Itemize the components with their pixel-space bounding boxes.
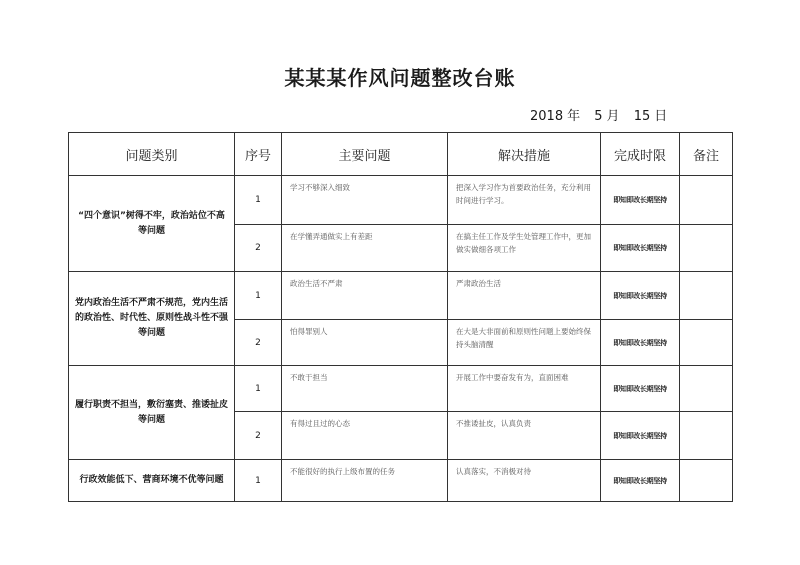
note-cell	[680, 366, 733, 412]
measure-cell: 在大是大非面前和原则性问题上要始终保持头脑清醒	[448, 320, 601, 366]
seq-cell: 2	[235, 225, 282, 272]
header-issue: 主要问题	[282, 133, 448, 176]
note-cell	[680, 272, 733, 320]
issue-cell: 不能很好的执行上级布置的任务	[282, 460, 448, 502]
seq-cell: 1	[235, 176, 282, 225]
deadline-cell: 即知即改长期坚持	[601, 412, 680, 460]
deadline-cell: 即知即改长期坚持	[601, 460, 680, 502]
header-seq: 序号	[235, 133, 282, 176]
date-year: 2018	[530, 109, 564, 124]
issue-cell: 在学懂弄通做实上有差距	[282, 225, 448, 272]
deadline-cell: 即知即改长期坚持	[601, 366, 680, 412]
table-row	[69, 366, 733, 412]
date-day: 15	[633, 109, 651, 124]
table-row	[69, 272, 733, 320]
note-cell	[680, 320, 733, 366]
issue-cell: 学习不够深入细致	[282, 176, 448, 225]
category-cell: “四个意识”树得不牢，政治站位不高等问题	[69, 176, 235, 272]
header-measure: 解决措施	[448, 133, 601, 176]
measure-cell: 在搞主任工作及学生处管理工作中，更加做实做细各项工作	[448, 225, 601, 272]
issue-cell: 有得过且过的心态	[282, 412, 448, 460]
table-row	[69, 176, 733, 225]
deadline-cell: 即知即改长期坚持	[601, 176, 680, 225]
deadline-cell: 即知即改长期坚持	[601, 272, 680, 320]
note-cell	[680, 225, 733, 272]
measure-cell: 严肃政治生活	[448, 272, 601, 320]
document-title: 某某某作风问题整改台账	[284, 66, 516, 90]
table-header-row	[69, 133, 733, 176]
date-day-unit: 日	[654, 109, 668, 124]
seq-cell: 2	[235, 320, 282, 366]
rectification-ledger-table	[68, 132, 733, 502]
category-cell: 履行职责不担当，敷衍塞责、推诿扯皮等问题	[69, 366, 235, 460]
document-date	[530, 105, 671, 124]
measure-cell: 认真落实，不消极对待	[448, 460, 601, 502]
seq-cell: 1	[235, 460, 282, 502]
issue-cell: 不敢于担当	[282, 366, 448, 412]
table-row	[69, 460, 733, 502]
category-cell: 行政效能低下、营商环境不优等问题	[69, 460, 235, 502]
issue-cell: 政治生活不严肃	[282, 272, 448, 320]
seq-cell: 2	[235, 412, 282, 460]
header-category: 问题类别	[69, 133, 235, 176]
issue-cell: 怕得罪别人	[282, 320, 448, 366]
seq-cell: 1	[235, 272, 282, 320]
note-cell	[680, 460, 733, 502]
date-year-unit: 年	[567, 109, 581, 124]
deadline-cell: 即知即改长期坚持	[601, 225, 680, 272]
measure-cell: 不推诿扯皮，认真负责	[448, 412, 601, 460]
seq-cell: 1	[235, 366, 282, 412]
note-cell	[680, 176, 733, 225]
date-month-unit: 月	[606, 109, 620, 124]
deadline-cell: 即知即改长期坚持	[601, 320, 680, 366]
category-cell: 党内政治生活不严肃不规范，党内生活的政治性、时代性、原则性战斗性不强等问题	[69, 272, 235, 366]
note-cell	[680, 412, 733, 460]
measure-cell: 把深入学习作为首要政治任务，充分利用时间进行学习。	[448, 176, 601, 225]
measure-cell: 开展工作中要奋发有为，直面困难	[448, 366, 601, 412]
date-month: 5	[594, 109, 603, 124]
header-note: 备注	[680, 133, 733, 176]
header-deadline: 完成时限	[601, 133, 680, 176]
